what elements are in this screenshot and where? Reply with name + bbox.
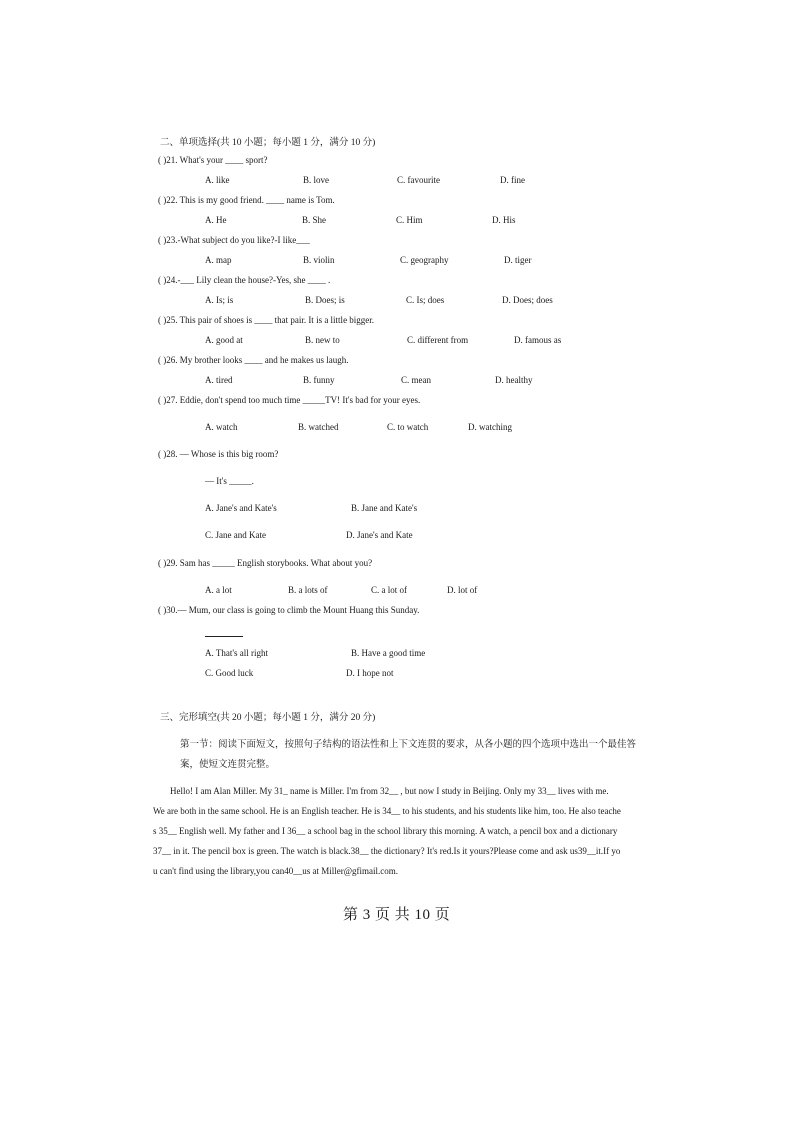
section-2-title: 二、单项选择(共 10 小题；每小题 1 分，满分 10 分) bbox=[160, 138, 376, 148]
question-28-answer-line: — It's _____. bbox=[205, 476, 254, 486]
q24-option-b: B. Does; is bbox=[305, 295, 345, 305]
q27-option-b: B. watched bbox=[298, 422, 339, 432]
question-21-stem: ( )21. What's your ____ sport? bbox=[158, 155, 268, 165]
passage-line-3: s 35__ English well. My father and I 36__ a school bag in the school library this morning. A watch, a pencil box and a dictionary bbox=[153, 826, 618, 836]
q22-option-d: D. His bbox=[492, 215, 516, 225]
q21-option-a: A. like bbox=[205, 175, 230, 185]
q29-option-a: A. a lot bbox=[205, 585, 232, 595]
q23-option-a: A. map bbox=[205, 255, 232, 265]
q26-option-c: C. mean bbox=[401, 375, 431, 385]
section-3-instruction-line-2: 案，使短文连贯完整。 bbox=[180, 760, 276, 770]
q22-option-a: A. He bbox=[205, 215, 227, 225]
question-28-stem: ( )28. — Whose is this big room? bbox=[158, 449, 279, 459]
q27-option-c: C. to watch bbox=[387, 422, 429, 432]
q22-option-b: B. She bbox=[302, 215, 327, 225]
q28-option-b: B. Jane and Kate's bbox=[351, 503, 418, 513]
question-29-stem: ( )29. Sam has _____ English storybooks. What about you? bbox=[158, 558, 373, 568]
q24-option-c: C. Is; does bbox=[406, 295, 445, 305]
q29-option-b: B. a lots of bbox=[288, 585, 328, 595]
q30-option-b: B. Have a good time bbox=[351, 648, 426, 658]
q26-option-b: B. funny bbox=[303, 375, 335, 385]
q30-option-c: C. Good luck bbox=[205, 668, 254, 678]
q25-option-d: D. famous as bbox=[514, 335, 562, 345]
question-22-stem: ( )22. This is my good friend. ____ name is Tom. bbox=[158, 195, 335, 205]
q30-option-a: A. That's all right bbox=[205, 648, 268, 658]
q28-option-a: A. Jane's and Kate's bbox=[205, 503, 277, 513]
section-3-instruction-line-1: 第一节：阅读下面短文，按照句子结构的语法性和上下文连贯的要求，从各小题的四个选项中选出一个最佳答 bbox=[180, 740, 637, 750]
q25-option-b: B. new to bbox=[305, 335, 340, 345]
passage-line-5: u can't find using the library,you can40__us at Miller@gfimail.com. bbox=[153, 866, 399, 876]
q27-option-d: D. watching bbox=[468, 422, 512, 432]
q28-option-c: C. Jane and Kate bbox=[205, 530, 266, 540]
q24-option-a: A. Is; is bbox=[205, 295, 234, 305]
q27-option-a: A. watch bbox=[205, 422, 238, 432]
q23-option-d: D. tiger bbox=[504, 255, 532, 265]
q21-option-c: C. favourite bbox=[397, 175, 440, 185]
q24-option-d: D. Does; does bbox=[502, 295, 553, 305]
section-3-title: 三、完形填空(共 20 小题；每小题 1 分，满分 20 分) bbox=[160, 713, 376, 723]
q21-option-d: D. fine bbox=[500, 175, 525, 185]
q26-option-a: A. tired bbox=[205, 375, 233, 385]
passage-line-4: 37__ in it. The pencil box is green. The watch is black.38__ the dictionary? It's red.Is it yours?Please come and ask us39__it.If yo bbox=[153, 846, 621, 856]
q21-option-b: B. love bbox=[303, 175, 329, 185]
q25-option-a: A. good at bbox=[205, 335, 243, 345]
q23-option-b: B. violin bbox=[303, 255, 335, 265]
question-25-stem: ( )25. This pair of shoes is ____ that pair. It is a little bigger. bbox=[158, 315, 375, 325]
question-23-stem: ( )23.-What subject do you like?-I like___ bbox=[158, 235, 310, 245]
passage-line-2: We are both in the same school. He is an English teacher. He is 34__ to his students, and his students like him, too. He also teache bbox=[153, 806, 621, 816]
q29-option-d: D. lot of bbox=[447, 585, 478, 595]
question-27-stem: ( )27. Eddie, don't spend too much time _____TV! It's bad for your eyes. bbox=[158, 395, 421, 405]
q28-option-d: D. Jane's and Kate bbox=[346, 530, 413, 540]
question-30-stem: ( )30.— Mum, our class is going to climb the Mount Huang this Sunday. bbox=[158, 605, 420, 615]
q26-option-d: D. healthy bbox=[495, 375, 533, 385]
q25-option-c: C. different from bbox=[407, 335, 469, 345]
q29-option-c: C. a lot of bbox=[371, 585, 407, 595]
question-24-stem: ( )24.-___ Lily clean the house?-Yes, she ____ . bbox=[158, 275, 331, 285]
q30-answer-blank-line bbox=[205, 636, 243, 637]
question-26-stem: ( )26. My brother looks ____ and he makes us laugh. bbox=[158, 355, 349, 365]
q23-option-c: C. geography bbox=[400, 255, 449, 265]
passage-line-1: Hello! I am Alan Miller. My 31_ name is Miller. I'm from 32__ , but now I study in Beijing. Only my 33__ lives with me. bbox=[170, 786, 609, 796]
q30-option-d: D. I hope not bbox=[346, 668, 394, 678]
q22-option-c: C. Him bbox=[396, 215, 423, 225]
page-number-label: 第 3 页 共 10 页 bbox=[343, 907, 451, 923]
